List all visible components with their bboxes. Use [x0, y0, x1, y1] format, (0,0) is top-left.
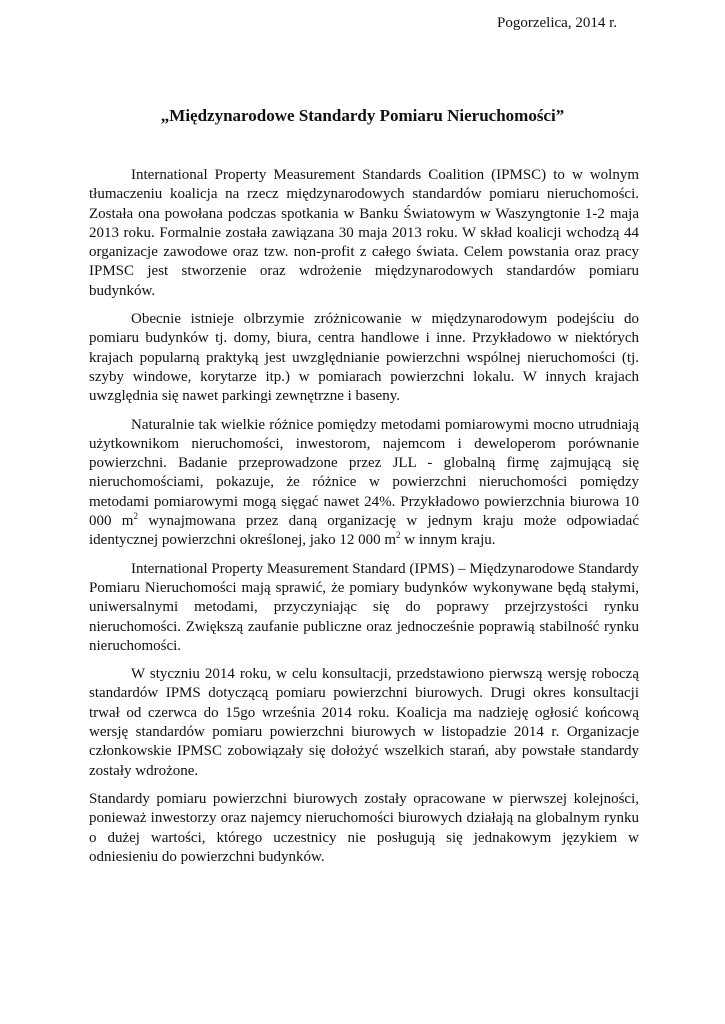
- paragraph-segment: wynajmowana przez daną organizację w jednym kraju może odpowiadać identycznej powierzchni określonej, jako 12 000 m: [89, 513, 639, 549]
- paragraph-differences: Obecnie istnieje olbrzymie zróżnicowanie w międzynarodowym podejściu do pomiaru budynków tj. domy, biura, centra handlowe i inne. Przykładowo w niektórych krajach popularną praktyką jest uwzględnianie powierzchni wspólnej nieruchomości (tj. szyby windowe, korytarze itp.) w pomiarach powierzchni lokalu. W innych krajach uwzględnia się nawet parkingi zewnętrzne i baseny.: [89, 311, 639, 405]
- paragraph-ipmsc-intro: International Property Measurement Standards Coalition (IPMSC) to w wolnym tłumaczeniu koalicja na rzecz międzynarodowych standardów pomiaru nieruchomości. Została ona powołana podczas spotkania w Banku Światowym w Waszyngtonie 1-2 maja 2013 roku. Formalnie została zawiązana 30 maja 2013 roku. W skład koalicji wchodzą 44 organizacje zawodowe oraz tzw. non-profit z całego świata. Celem powstania oraz pracy IPMSC jest stworzenie oraz wdrożenie międzynarodowych standardów pomiaru budynków.: [89, 167, 639, 299]
- paragraph-ipms-definition: International Property Measurement Standard (IPMS) – Międzynarodowe Standardy Pomiaru Nieruchomości mają sprawić, że pomiary budynków wykonywane będą stałymi, uniwersalnymi metodami, przyczyniając się do poprawy przejrzystości rynku nieruchomości. Zwiększą zaufanie publiczne oraz jednocześnie poprawią stabilność rynku nieruchomości.: [89, 560, 639, 654]
- paragraph-segment: w innym kraju.: [400, 532, 496, 549]
- place-date: Pogorzelica, 2014 r.: [497, 15, 617, 31]
- paragraph-jll-study: [89, 416, 639, 551]
- superscript-2: 2: [396, 530, 401, 541]
- document-body: [89, 166, 639, 876]
- paragraph-segment: Naturalnie tak wielkie różnice pomiędzy metodami pomiarowymi mocno utrudniają użytkownikom nieruchomości, inwestorom, najemcom i deweloperom porównanie powierzchni. Badanie przeprowadzone przez JLL - globalną firmę zajmującą się nieruchomościami, pokazuje, że różnice w powierzchni nieruchomości pomiędzy metodami pomiarowymi mogą sięgać nawet 24%. Przykładowo powierzchnia biurowa 10 000 m: [89, 416, 639, 530]
- paragraph-consultations: W styczniu 2014 roku, w celu konsultacji, przedstawiono pierwszą wersję roboczą standardów IPMS dotyczącą pomiaru powierzchni biurowych. Drugi okres konsultacji trwał od czerwca do 15go września 2014 roku. Koalicja ma nadzieję ogłosić końcową wersję standardów pomiaru powierzchni biurowych w listopadzie 2014 r. Organizacje członkowskie IPMSC zobowiązały się dołożyć wszelkich starań, aby powstałe standardy zostały wdrożone.: [89, 666, 639, 779]
- paragraph-office-standards: Standardy pomiaru powierzchni biurowych zostały opracowane w pierwszej kolejności, ponieważ inwestorzy oraz najemcy nieruchomości biurowych działają na globalnym rynku o dużej wartości, którego uczestnicy nie posługują się jednakowym językiem w odniesieniu do powierzchni budynków.: [89, 790, 639, 865]
- document-title: „Międzynarodowe Standardy Pomiaru Nieruchomości”: [160, 106, 565, 125]
- superscript-2: 2: [133, 511, 138, 522]
